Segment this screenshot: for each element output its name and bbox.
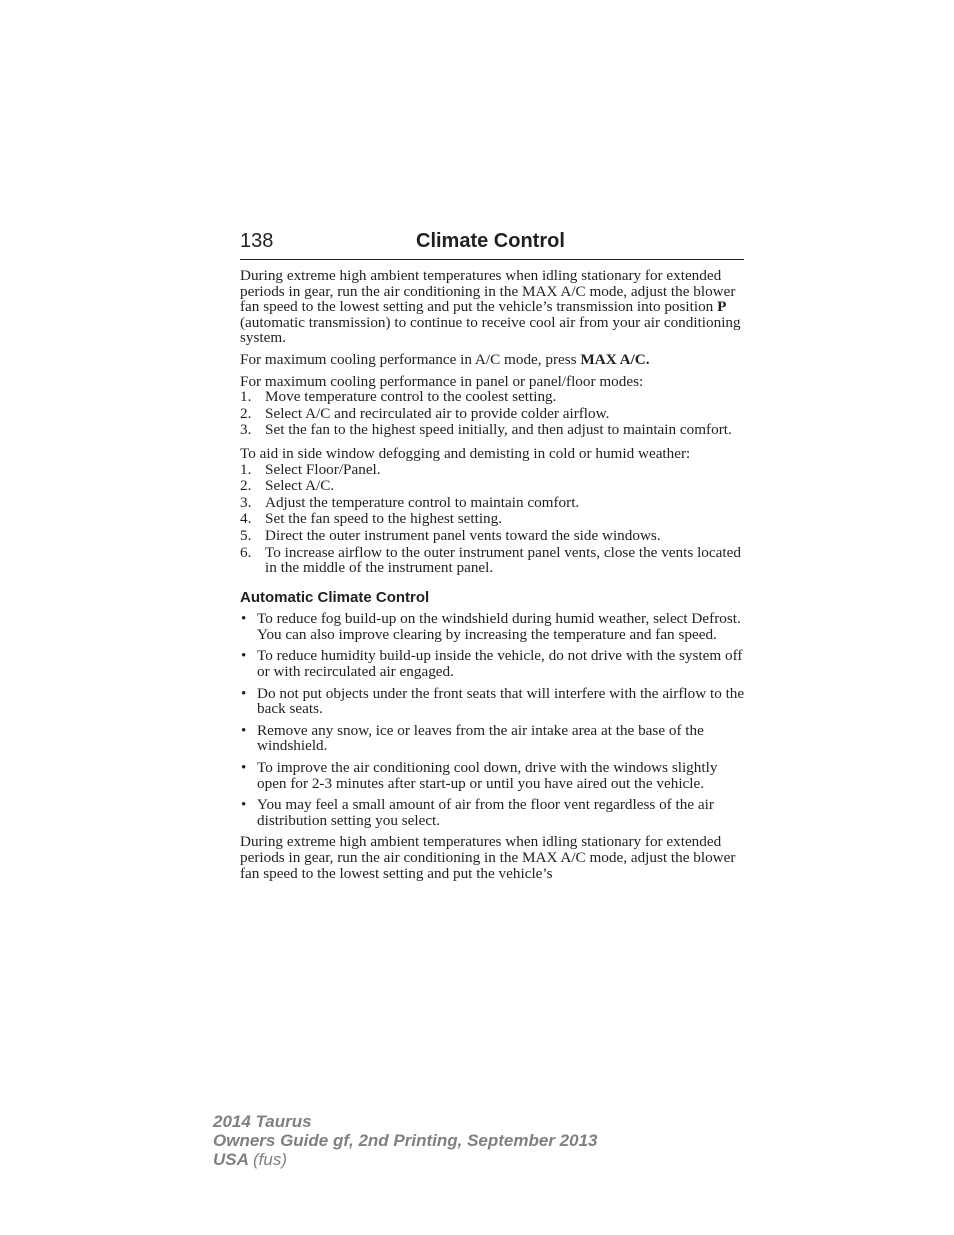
position-p: P	[717, 298, 727, 316]
subheading-automatic-climate-control: Automatic Climate Control	[240, 588, 430, 606]
list-item: 3. Adjust the temperature control to maintain comfort.	[240, 493, 580, 511]
footer-model: 2014 Taurus	[213, 1112, 312, 1131]
paragraph-max-cooling: For maximum cooling performance in A/C mode, press MAX A/C.	[240, 350, 650, 368]
list-item: 2. Select A/C.	[240, 477, 335, 495]
tips-bullet-list	[240, 611, 746, 828]
bullet-icon: •	[241, 647, 247, 665]
list-item: • To reduce humidity build-up inside the vehicle, do not drive with the system off or with recirculated air engaged.	[241, 647, 743, 681]
page-number: 138	[240, 230, 274, 252]
bullet-icon: •	[241, 721, 247, 739]
paragraph-panel-modes: For maximum cooling performance in panel or panel/floor modes:	[240, 372, 644, 390]
list-item: • You may feel a small amount of air from the floor vent regardless of the air distribution setting you select.	[241, 796, 714, 829]
bullet-icon: •	[241, 796, 247, 814]
list-item: 3. Set the fan to the highest speed initially, and then adjust to maintain comfort.	[240, 421, 732, 439]
max-ac-label: MAX A/C.	[580, 350, 650, 368]
body-content	[240, 268, 746, 887]
list-item: • Do not put objects under the front seats that will interfere with the airflow to the back seats.	[241, 684, 745, 718]
list-item: 6. To increase airflow to the outer instrument panel vents, close the vents located in the middle of the instrument panel.	[240, 543, 741, 577]
section-title: Climate Control	[416, 230, 565, 252]
defogging-steps-list	[240, 462, 746, 576]
page-header	[240, 228, 744, 260]
page-footer	[213, 1112, 597, 1169]
cooling-steps-list	[240, 389, 746, 438]
list-item: 5. Direct the outer instrument panel vents toward the side windows.	[240, 526, 661, 544]
paragraph-defogging: To aid in side window defogging and demisting in cold or humid weather:	[240, 444, 691, 462]
list-item: • To reduce fog build-up on the windshield during humid weather, select Defrost. You can also improve clearing by increasing the temperature and fan speed.	[241, 610, 741, 643]
list-item: • Remove any snow, ice or leaves from the air intake area at the base of the windshield.	[241, 721, 704, 755]
footer-guide-info: Owners Guide gf, 2nd Printing, September 2013	[213, 1131, 598, 1150]
list-item: • To improve the air conditioning cool down, drive with the windows slightly open for 2-3 minutes after start-up or until you have aired out the vehicle.	[241, 759, 718, 792]
list-item: 1. Select Floor/Panel.	[240, 460, 381, 478]
list-item: 1. Move temperature control to the coolest setting.	[240, 388, 557, 406]
bullet-icon: •	[241, 759, 247, 777]
bullet-icon: •	[241, 684, 247, 702]
list-item: 4. Set the fan speed to the highest setting.	[240, 510, 503, 528]
bullet-icon: •	[241, 610, 247, 628]
paragraph-max-ac-idle: During extreme high ambient temperatures when idling stationary for extended periods in gear, run the air conditioning in the MAX A/C mode, adjust the blower fan speed to the lowest setting and put the vehicle’s transmission into position P (automatic transmission) to continue to receive cool air from your air conditioning system.	[240, 267, 741, 347]
paragraph-max-ac-idle-repeat: During extreme high ambient temperatures when idling stationary for extended periods in gear, run the air conditioning in the MAX A/C mode, adjust the blower fan speed to the lowest setting and put the vehicle’s	[240, 833, 736, 882]
list-item: 2. Select A/C and recirculated air to provide colder airflow.	[240, 404, 610, 422]
footer-market: USA (fus)	[213, 1150, 287, 1169]
